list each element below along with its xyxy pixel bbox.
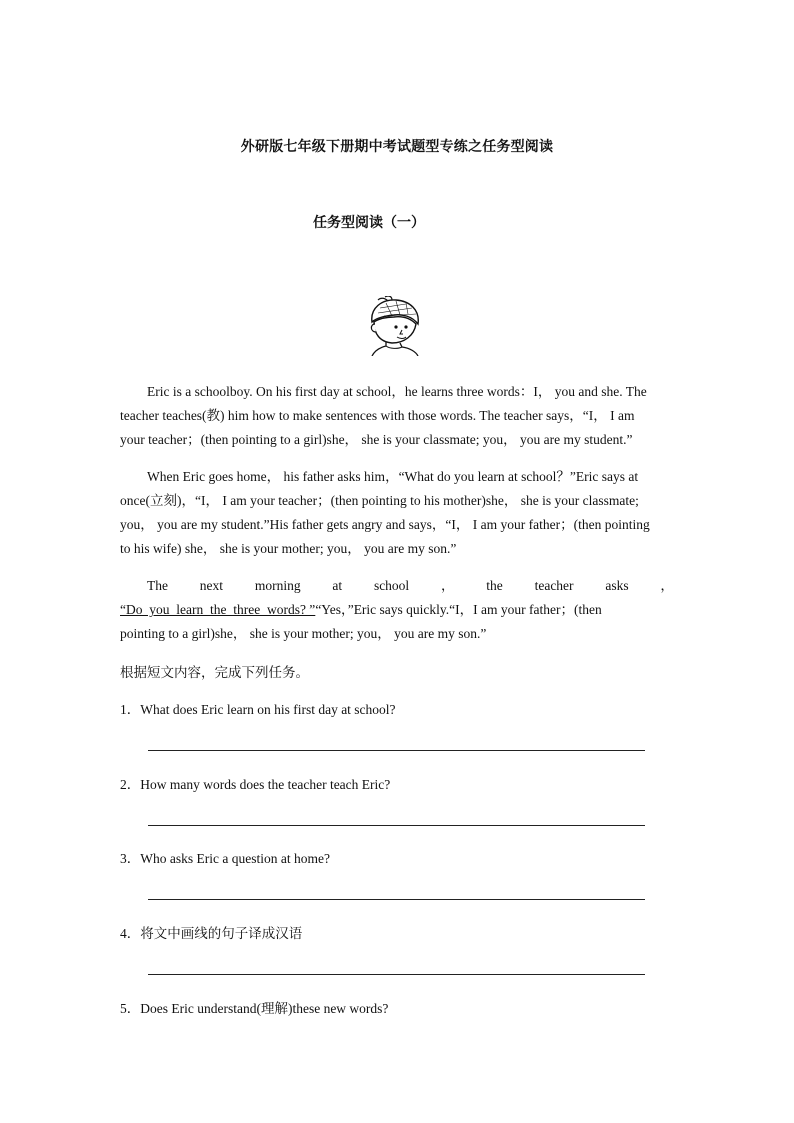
answer-line-1[interactable]: [148, 750, 645, 751]
task-instruction: 根据短文内容，完成下列任务。: [120, 665, 309, 681]
question-4: 4．将文中画线的句子译成汉语: [120, 926, 303, 941]
question-2: 2．How many words does the teacher teach Eric?: [120, 777, 391, 792]
word: school: [373, 578, 410, 593]
word: asks: [605, 578, 629, 593]
boy-cartoon-icon: [366, 296, 424, 356]
word: ，: [660, 578, 674, 593]
passage-paragraph-3: [120, 574, 674, 646]
underlined-sentence: “Do you learn the three words? ”: [120, 602, 316, 617]
passage-line: pointing to a girl)she， she is your mother; you， you are my son.”: [120, 626, 487, 641]
passage-line: you， you are my student.”His father gets angry and says，“I， I am your father；(then pointing: [120, 517, 650, 532]
passage-text: “Yes，”Eric says quickly.“I，I am your father；(then: [315, 602, 602, 617]
word: at: [332, 578, 343, 593]
answer-line-4[interactable]: [148, 974, 645, 975]
passage-line-spread: [120, 574, 674, 598]
passage-line: your teacher；(then pointing to a girl)she， she is your classmate; you， you are my student.”: [120, 432, 633, 447]
passage-line: [120, 598, 674, 622]
word: The: [147, 578, 168, 593]
question-3: 3．Who asks Eric a question at home?: [120, 851, 330, 866]
passage-paragraph-2: [120, 465, 674, 561]
passage-line: teacher teaches(教) him how to make sentences with those words. The teacher says，“I， I am: [120, 408, 635, 423]
word: ，: [440, 578, 455, 593]
passage-line: to his wife) she， she is your mother; you， you are my son.”: [120, 541, 457, 556]
answer-line-3[interactable]: [148, 899, 645, 900]
passage-line: once(立刻)，“I， I am your teacher；(then pointing to his mother)she， she is your classmate;: [120, 493, 639, 508]
passage-line: When Eric goes home， his father asks him，“What do you learn at school？”Eric says at: [147, 469, 639, 484]
section-subtitle: 任务型阅读（一）: [313, 215, 425, 231]
word: morning: [254, 578, 301, 593]
passage-paragraph-1: [120, 380, 674, 452]
answer-line-2[interactable]: [148, 825, 645, 826]
word: teacher: [534, 578, 574, 593]
word: next: [199, 578, 224, 593]
word: the: [486, 578, 503, 593]
document-title: 外研版七年级下册期中考试题型专练之任务型阅读: [240, 139, 554, 155]
question-1: 1．What does Eric learn on his first day at school?: [120, 702, 396, 717]
passage-line: Eric is a schoolboy. On his first day at school，he learns three words：I， you and she. The: [147, 384, 647, 399]
question-5: 5．Does Eric understand(理解)these new words?: [120, 1001, 389, 1016]
